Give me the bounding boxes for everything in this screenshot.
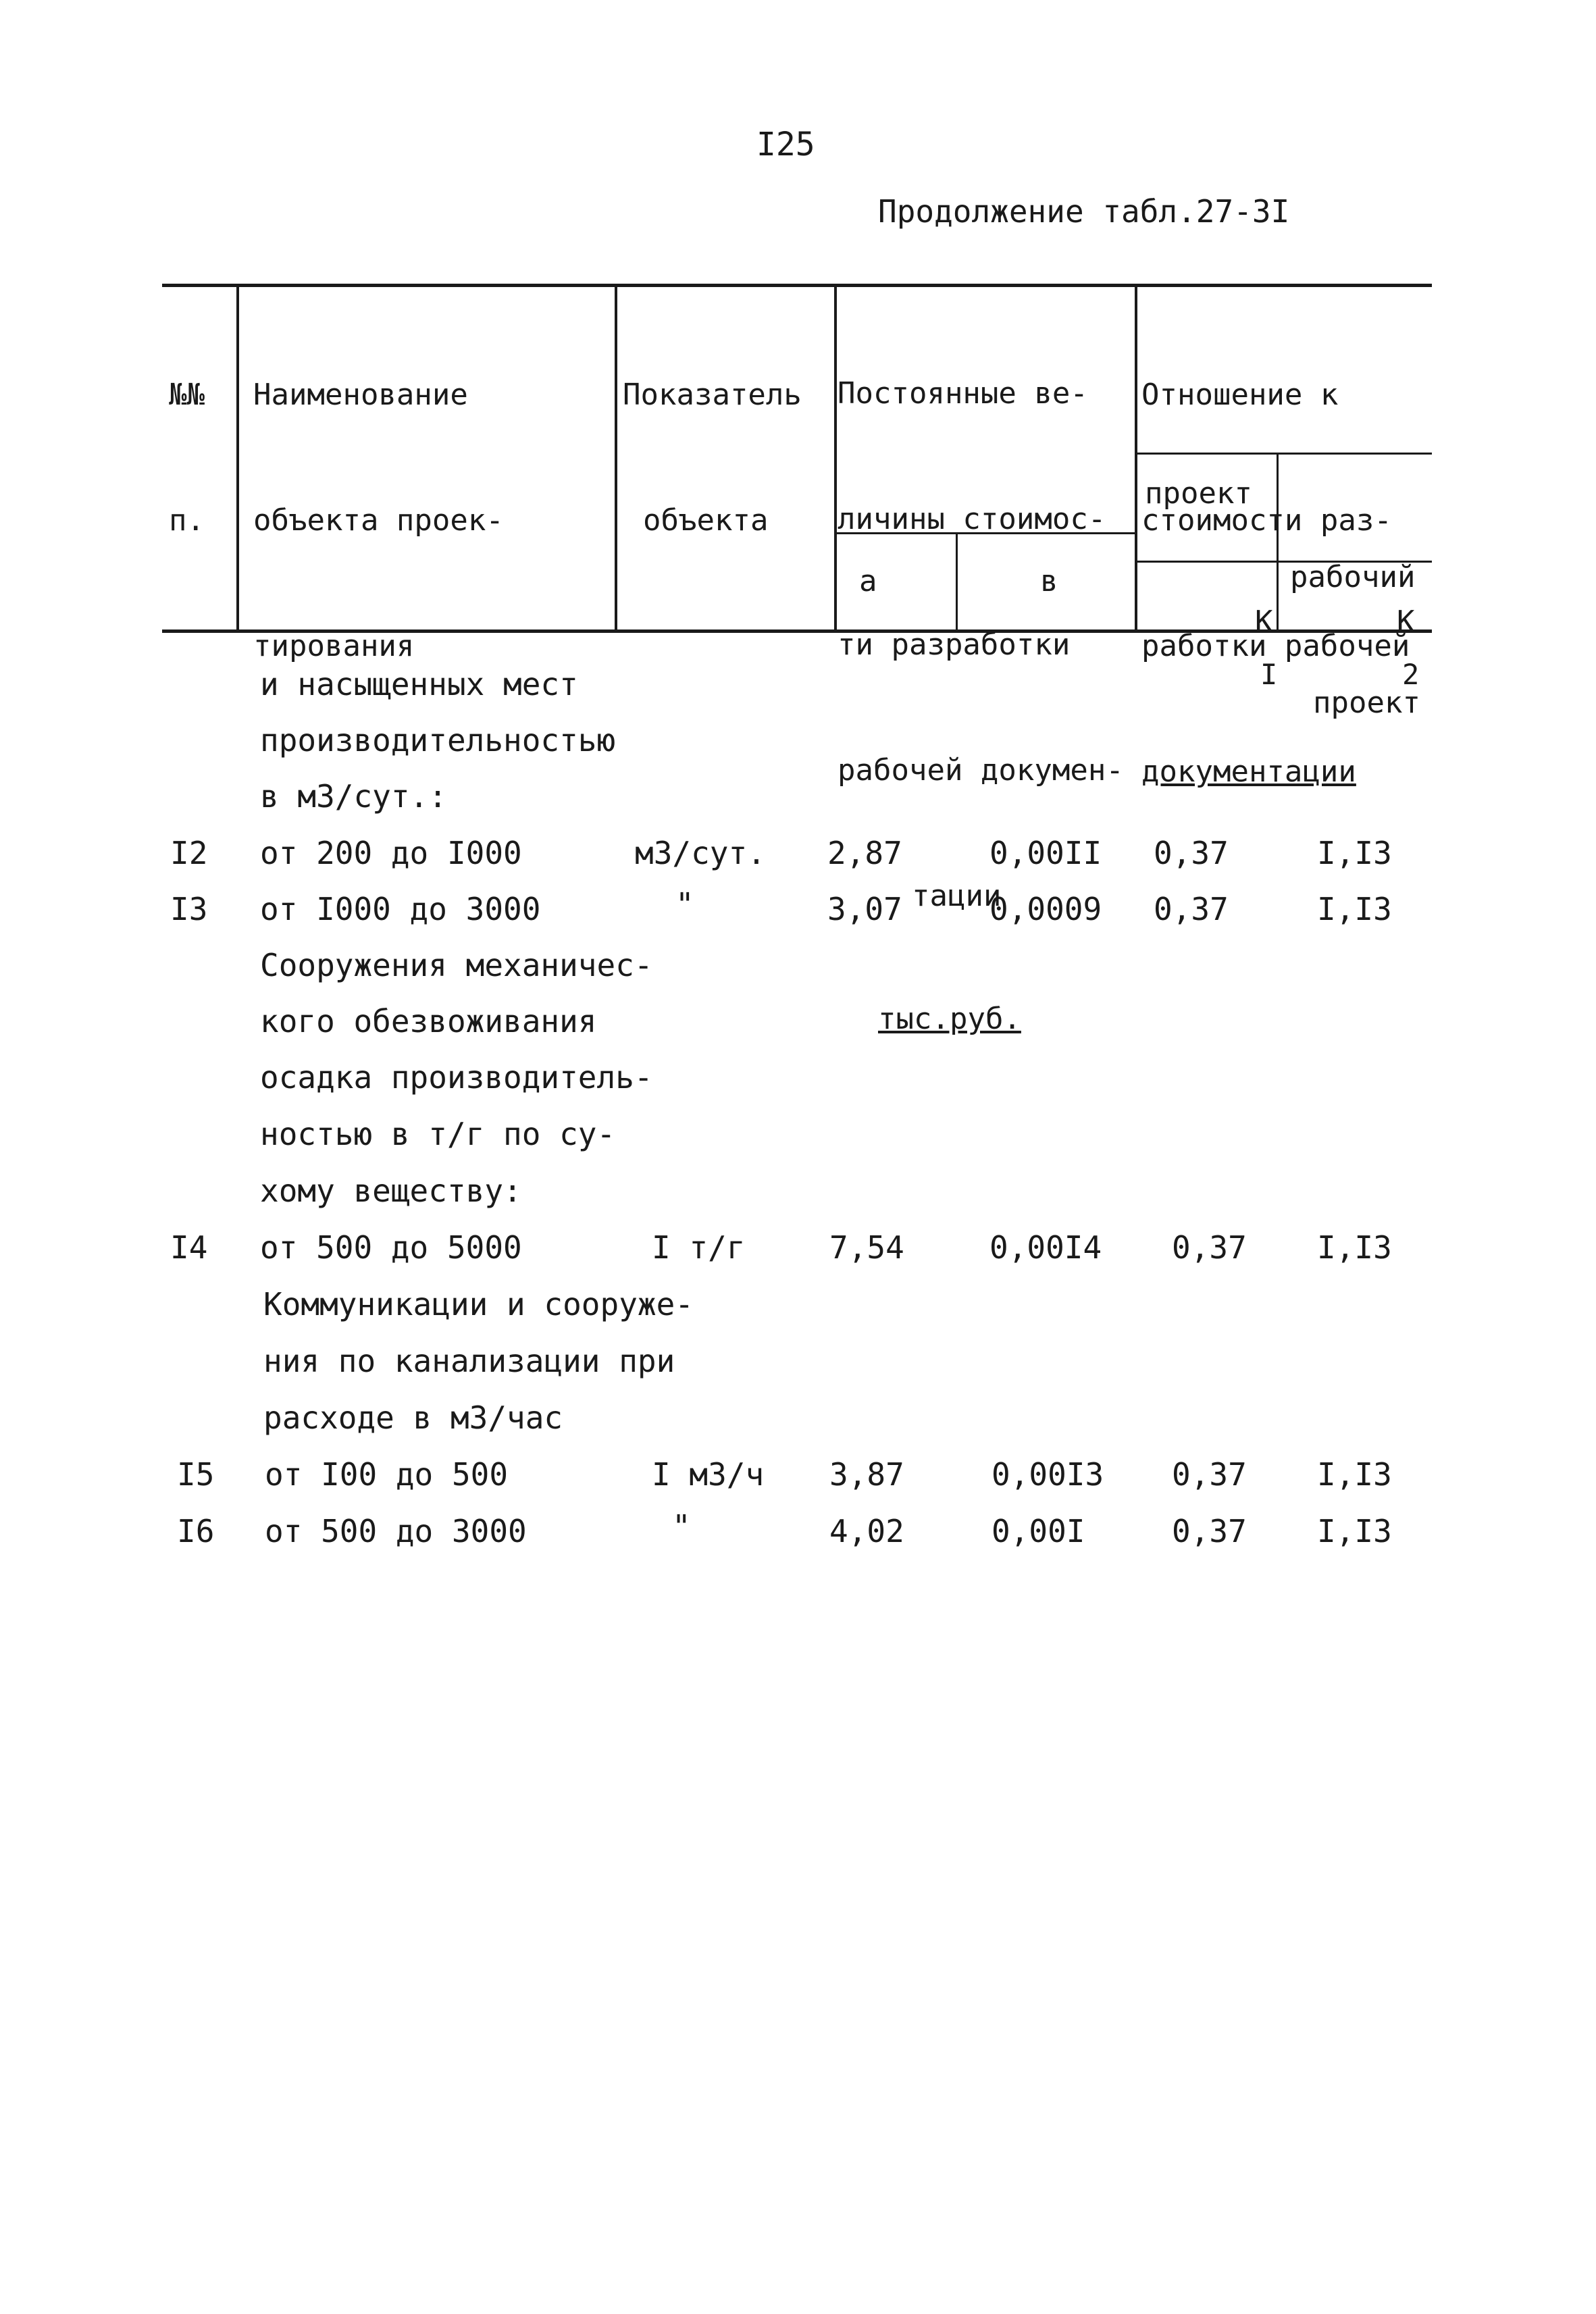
row-text-line: ностью в т/г по су- [260,1116,616,1152]
row-indicator: " [672,1508,691,1545]
row-text-line: хому веществу: [260,1173,522,1209]
row-b: 0,00II [989,835,1102,871]
header-sub-working-line-2: проект [1313,686,1420,720]
row-a: 4,02 [829,1513,904,1549]
row-indicator: I м3/ч [652,1456,765,1493]
header-col-const-line-5: тации [912,879,1002,913]
row-number: I3 [170,891,208,927]
header-col-indicator-line-1: Показатель [623,378,802,412]
header-sub-k2 [1325,559,1419,727]
header-sub-a: а [859,564,877,598]
continuation-title: Продолжение табл.27-3I [878,193,1290,230]
header-sub-k1-letter: К [1254,605,1273,639]
header-col-const-line-1: Постоянные ве- [838,376,1088,411]
row-k2: I,I3 [1317,1229,1392,1266]
header-sub-working-line-1: рабочий [1290,560,1416,594]
row-number: I6 [177,1513,215,1549]
row-name: от I00 до 500 [265,1456,509,1493]
header-top-rule [162,284,1432,287]
header-col-indicator-line-2: объекта [643,503,769,538]
row-number: I4 [170,1229,208,1266]
row-indicator: " [675,886,694,923]
header-col-const [838,289,1124,1121]
header-col-const-line-6: тыс.руб. [878,1002,1021,1036]
row-text-line: осадка производитель- [260,1059,653,1096]
row-number: I2 [170,835,208,871]
header-col-const-line-3: ти разработки [838,627,1071,662]
row-name: от 500 до 5000 [260,1229,522,1266]
header-sub-k1-index: I [1260,658,1278,691]
row-k1: 0,37 [1154,891,1229,927]
header-sub-k1 [1183,559,1277,727]
header-col-no [169,290,240,625]
row-b: 0,00I [992,1513,1085,1549]
row-a: 2,87 [827,835,902,871]
header-sub-b: в [1040,564,1058,598]
row-k1: 0,37 [1172,1229,1247,1266]
header-col-ratio-line-3: работки рабочей [1141,629,1410,663]
header-col-ratio-line-1: Отношение к [1141,378,1339,412]
col-sep-4 [1135,285,1137,631]
row-name: от 500 до 3000 [265,1513,527,1549]
row-b: 0,00I4 [989,1229,1102,1266]
row-text-line: ния по канализации при [263,1343,675,1379]
row-name: от 200 до I000 [260,835,522,871]
row-k2: I,I3 [1317,1513,1392,1549]
row-a: 3,07 [827,891,902,927]
row-indicator: I т/г [652,1229,746,1266]
col-sep-2 [615,285,617,631]
header-col-no-line-1: №№ [169,378,205,412]
row-k2: I,I3 [1317,891,1392,927]
row-text-line: и насыщенных мест [260,666,578,702]
header-col-ratio-line-4: документации [1141,754,1356,789]
col-sep-3 [834,285,837,631]
header-sub-k2-index: 2 [1401,658,1420,691]
row-number: I5 [177,1456,215,1493]
header-col-name-line-2: объекта проек- [253,503,504,538]
header-col-ratio-line-2: стоимости раз- [1141,503,1392,538]
row-a: 3,87 [829,1456,904,1493]
row-text-line: кого обезвоживания [260,1003,597,1039]
row-k1: 0,37 [1172,1456,1247,1493]
header-col-no-line-2: п. [169,503,205,538]
header-col-const-line-4: рабочей докумен- [838,753,1124,788]
row-text-line: Коммуникации и сооруже- [263,1286,694,1322]
header-sub-project: проект [1145,476,1252,511]
row-text-line: Сооружения механичес- [260,947,653,983]
row-k1: 0,37 [1172,1513,1247,1549]
header-col-indicator [623,290,802,625]
row-name: от I000 до 3000 [260,891,541,927]
row-k2: I,I3 [1317,835,1392,871]
row-b: 0,00I3 [992,1456,1104,1493]
row-indicator: м3/сут. [635,835,766,871]
header-col-name-line-3: тирования [253,629,415,663]
row-k2: I,I3 [1317,1456,1392,1493]
row-text-line: производительностью [260,722,616,759]
row-a: 7,54 [829,1229,904,1266]
header-col-const-line-2: личины стоимос- [838,502,1106,536]
row-text-line: в м3/сут.: [260,778,447,815]
header-sub-k2-letter: К [1396,605,1415,639]
row-text-line: расходе в м3/час [263,1399,563,1436]
row-b: 0,0009 [989,891,1102,927]
header-col-name-line-1: Наименование [253,378,468,412]
page-number: I25 [756,126,815,163]
row-k1: 0,37 [1154,835,1229,871]
